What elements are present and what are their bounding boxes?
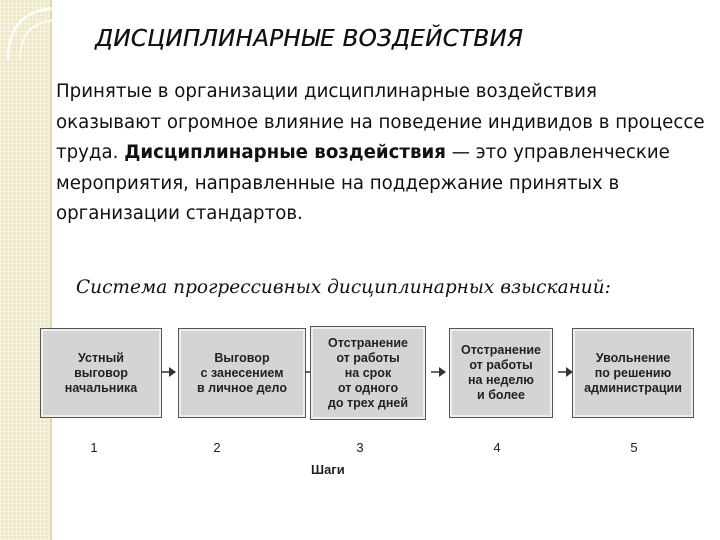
corner-ornament-icon	[0, 0, 64, 64]
step-label-5: Увольнение по решению администрации	[584, 350, 682, 395]
steps-axis-label: Шаги	[311, 462, 345, 477]
paragraph-text-2: — это управленческие мероприятия, направленные на поддержание принятых в организации стандартов.	[56, 142, 670, 224]
step-number-5: 5	[630, 440, 638, 455]
step-label-4: Отстранение от работы на неделю и более	[460, 343, 542, 402]
diagram-subheading: Система прогрессивных дисциплинарных взысканий:	[76, 277, 611, 298]
step-number-1: 1	[90, 440, 98, 455]
steps-diagram	[38, 322, 698, 492]
step-number-3: 3	[356, 440, 364, 455]
step-label-3: Отстранение от работы на срок от одного до трех дней	[327, 335, 409, 410]
step-box-4	[449, 328, 553, 418]
step-box-3	[310, 326, 426, 420]
step-label-2: Выговор с занесением в личное дело	[197, 350, 287, 395]
step-box-2	[178, 328, 306, 418]
paragraph-bold-term: Дисциплинарные воздействия	[124, 142, 446, 163]
step-number-2: 2	[213, 440, 221, 455]
step-number-4: 4	[493, 440, 501, 455]
slide-title: ДИСЦИПЛИНАРНЫЕ ВОЗДЕЙСТВИЯ	[95, 26, 524, 52]
step-box-5	[572, 328, 694, 418]
arrow-right-icon	[161, 365, 177, 379]
step-box-1	[40, 328, 162, 418]
step-label-1: Устный выговор начальника	[64, 350, 138, 395]
paragraph-text-1: Принятые в организации дисциплинарные воздействия оказывают огромное влияние на поведение индивидов в процессе труда.	[56, 81, 705, 163]
arrow-right-icon	[431, 365, 447, 379]
intro-paragraph	[56, 77, 706, 230]
